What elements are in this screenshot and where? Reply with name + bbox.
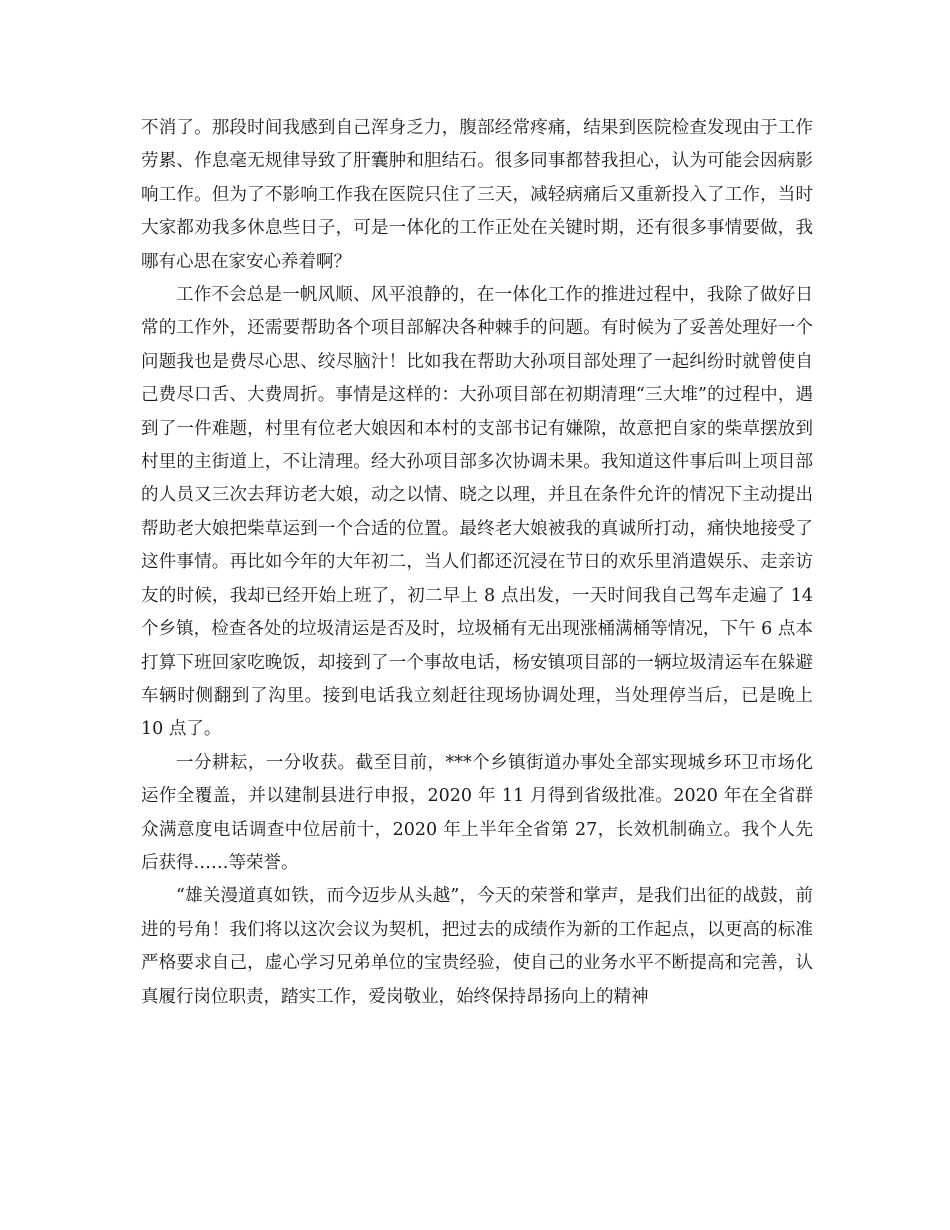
paragraph-1: 不消了。那段时间我感到自己浑身乏力，腹部经常疼痛，结果到医院检查发现由于工作劳累、作息毫无规律导致了肝囊肿和胆结石。很多同事都替我担心，认为可能会因病影响工作。但为了不影响工作我在医院只住了三天，减轻病痛后又重新投入了工作，当时大家都劝我多休息些日子，可是一体化的工作正处在关键时期，还有很多事情要做，我哪有心思在家安心养着啊？ — [141, 118, 813, 272]
paragraph-2: 工作不会总是一帆风顺、风平浪静的，在一体化工作的推进过程中，我除了做好日常的工作外，还需要帮助各个项目部解决各种棘手的问题。有时候为了妥善处理好一个问题我也是费尽心思、绞尽脑汁！比如我在帮助大孙项目部处理了一起纠纷时就曾使自己费尽口舌、大费周折。事情是这样的：大孙项目部在初期清理“三大堆”的过程中，遇到了一件难题，村里有位老大娘因和本村的支部书记有嫌隙，故意把自家的柴草摆放到村里的主街道上，不让清理。经大孙项目部多次协调未果。我知道这件事后叫上项目部的人员又三次去拜访老大娘，动之以情、晓之以理，并且在条件允许的情况下主动提出帮助老大娘把柴草运到一个合适的位置。最终老大娘被我的真诚所打动，痛快地接受了这件事情。再比如今年的大年初二，当人们都还沉浸在节日的欢乐里消遣娱乐、走亲访友的时候，我却已经开始上班了，初二早上 8 点出发，一天时间我自己驾车走遍了 14 个乡镇，检查各处的垃圾清运是否及时，垃圾桶有无出现涨桶满桶等情况，下午 6 点本打算下班回家吃晚饭，却接到了一个事故电话，杨安镇项目部的一辆垃圾清运车在躲避车辆时侧翻到了沟里。接到电话我立刻赶往现场协调处理，当处理停当后，已是晚上 10 点了。 — [141, 285, 813, 740]
paragraph-3: 一分耕耘，一分收获。截至目前，***个乡镇街道办事处全部实现城乡环卫市场化运作全覆盖，并以建制县进行申报，2020 年 11 月得到省级批准。2020 年在全省群众满意度电话调查中位居前十，2020 年上半年全省第 27，长效机制确立。我个人先后获得……等荣誉。 — [141, 752, 813, 873]
document-body — [141, 112, 813, 1014]
paragraph-4: “雄关漫道真如铁，而今迈步从头越”，今天的荣誉和掌声，是我们出征的战鼓，前进的号角！我们将以这次会议为契机，把过去的成绩作为新的工作起点，以更高的标准严格要求自己，虚心学习兄弟单位的宝贵经验，使自己的业务水平不断提高和完善，认真履行岗位职责，踏实工作，爱岗敬业，始终保持昂扬向上的精神 — [141, 886, 813, 1007]
